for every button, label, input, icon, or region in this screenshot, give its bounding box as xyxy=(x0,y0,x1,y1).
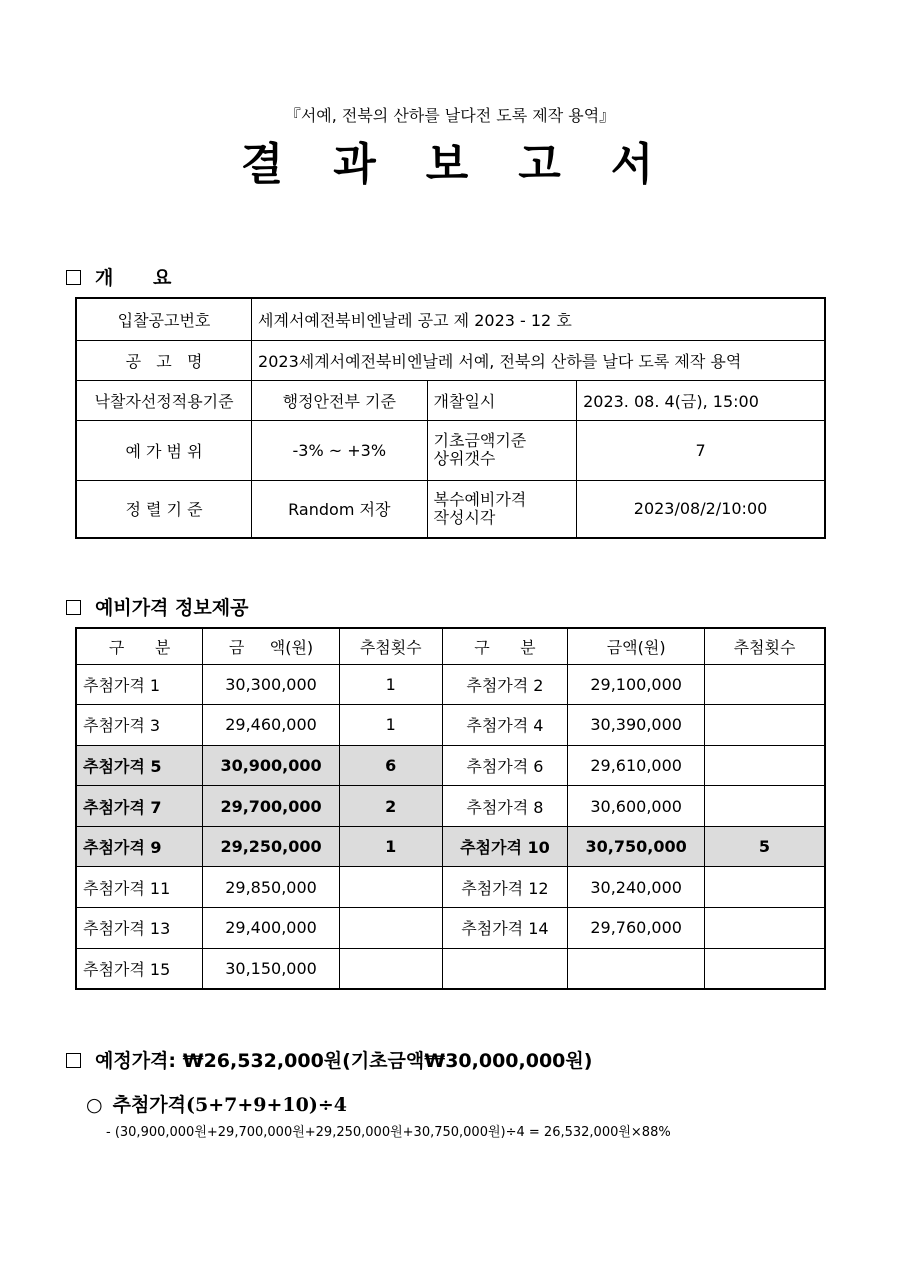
price-name-cell: 추첨가격 10 xyxy=(442,826,568,867)
col-header: 구 분 xyxy=(442,628,568,664)
price-name-cell: 추첨가격 2 xyxy=(442,664,568,705)
table-row xyxy=(76,948,825,989)
estimate-heading-label: 예정가격: ₩26,532,000원(기초금액₩30,000,000원) xyxy=(95,1050,593,1072)
draw-count-cell xyxy=(339,948,442,989)
table-row xyxy=(76,298,825,340)
table-row xyxy=(76,705,825,746)
checkbox-square-icon xyxy=(66,1053,81,1068)
draw-count-cell xyxy=(705,664,826,705)
section-heading-label: 개 요 xyxy=(95,267,172,289)
draw-count-cell: 2 xyxy=(339,786,442,827)
draw-count-cell: 6 xyxy=(339,745,442,786)
draw-count-cell xyxy=(705,705,826,746)
price-name-cell: 추첨가격 13 xyxy=(76,908,203,949)
table-header-row xyxy=(76,628,825,664)
multi-price-label xyxy=(427,480,577,538)
base-top-label xyxy=(427,420,577,480)
document-title xyxy=(0,128,900,192)
price-amount-cell: 29,700,000 xyxy=(203,786,340,827)
section-heading-estimate xyxy=(66,1046,592,1073)
multi-price-label-line1: 복수예비가격 xyxy=(433,489,527,509)
estimate-subheading xyxy=(86,1090,347,1117)
price-name-cell: 추첨가격 11 xyxy=(76,867,203,908)
price-name-cell: 추첨가격 8 xyxy=(442,786,568,827)
table-row xyxy=(76,867,825,908)
checkbox-square-icon xyxy=(66,600,81,615)
estimate-subheading-label: 추첨가격(5+7+9+10)÷4 xyxy=(112,1094,347,1116)
col-header: 추첨횟수 xyxy=(339,628,442,664)
table-row xyxy=(76,664,825,705)
criteria-label: 낙찰자선정적용기준 xyxy=(76,380,252,420)
section-heading-overview xyxy=(66,263,171,290)
table-row xyxy=(76,380,825,420)
notice-name-label: 공 고 명 xyxy=(76,340,252,380)
section-heading-label: 예비가격 정보제공 xyxy=(95,597,249,619)
title-char: 과 xyxy=(333,139,382,190)
price-name-cell: 추첨가격 14 xyxy=(442,908,568,949)
price-name-cell: 추첨가격 1 xyxy=(76,664,203,705)
price-amount-cell: 30,300,000 xyxy=(203,664,340,705)
price-name-cell: 추첨가격 6 xyxy=(442,745,568,786)
opening-label: 개찰일시 xyxy=(427,380,577,420)
draw-count-cell xyxy=(339,867,442,908)
price-amount-cell: 30,600,000 xyxy=(568,786,705,827)
draw-count-cell: 1 xyxy=(339,705,442,746)
table-row xyxy=(76,908,825,949)
draw-count-cell xyxy=(705,786,826,827)
title-char: 결 xyxy=(240,139,290,190)
title-char: 서 xyxy=(610,139,660,190)
price-amount-cell: 29,850,000 xyxy=(203,867,340,908)
col-header: 구 분 xyxy=(76,628,203,664)
opening-value: 2023. 08. 4(금), 15:00 xyxy=(577,380,825,420)
price-amount-cell xyxy=(568,948,705,989)
draw-count-cell xyxy=(705,745,826,786)
table-row xyxy=(76,826,825,867)
table-row xyxy=(76,420,825,480)
price-name-cell: 추첨가격 3 xyxy=(76,705,203,746)
criteria-value: 행정안전부 기준 xyxy=(252,380,428,420)
price-amount-cell: 30,900,000 xyxy=(203,745,340,786)
table-row xyxy=(76,340,825,380)
notice-no-label: 입찰공고번호 xyxy=(76,298,252,340)
title-char: 고 xyxy=(518,139,567,190)
price-name-cell: 추첨가격 15 xyxy=(76,948,203,989)
notice-name-value: 2023세계서예전북비엔날레 서예, 전북의 산하를 날다 도록 제작 용역 xyxy=(252,340,825,380)
draw-count-cell xyxy=(705,867,826,908)
base-top-value: 7 xyxy=(577,420,825,480)
price-amount-cell: 29,760,000 xyxy=(568,908,705,949)
sort-value: Random 저장 xyxy=(252,480,428,538)
table-row xyxy=(76,745,825,786)
sort-label: 정 렬 기 준 xyxy=(76,480,252,538)
price-amount-cell: 29,400,000 xyxy=(203,908,340,949)
draw-count-cell xyxy=(705,948,826,989)
notice-no-value: 세계서예전북비엔날레 공고 제 2023 - 12 호 xyxy=(252,298,825,340)
multi-price-value: 2023/08/2/10:00 xyxy=(577,480,825,538)
table-row xyxy=(76,786,825,827)
base-top-label-line1: 기초금액기준 xyxy=(433,431,527,450)
range-label: 예 가 범 위 xyxy=(76,420,252,480)
draw-count-cell: 1 xyxy=(339,664,442,705)
prelim-price-table xyxy=(75,627,826,990)
price-name-cell xyxy=(442,948,568,989)
price-name-cell: 추첨가격 12 xyxy=(442,867,568,908)
price-amount-cell: 30,240,000 xyxy=(568,867,705,908)
section-heading-prelim xyxy=(66,593,248,620)
range-value: -3% ~ +3% xyxy=(252,420,428,480)
price-amount-cell: 30,390,000 xyxy=(568,705,705,746)
price-name-cell: 추첨가격 9 xyxy=(76,826,203,867)
checkbox-square-icon xyxy=(66,270,81,285)
col-header: 금액(원) xyxy=(568,628,705,664)
price-amount-cell: 29,460,000 xyxy=(203,705,340,746)
overview-table xyxy=(75,297,826,539)
col-header: 금 액(원) xyxy=(203,628,340,664)
table-row xyxy=(76,480,825,538)
price-amount-cell: 29,610,000 xyxy=(568,745,705,786)
col-header: 추첨횟수 xyxy=(705,628,826,664)
draw-count-cell: 5 xyxy=(705,826,826,867)
document-subtitle: 『서예, 전북의 산하를 날다전 도록 제작 용역』 xyxy=(284,106,616,125)
price-name-cell: 추첨가격 4 xyxy=(442,705,568,746)
title-char: 보 xyxy=(425,139,475,190)
price-amount-cell: 30,150,000 xyxy=(203,948,340,989)
price-amount-cell: 29,100,000 xyxy=(568,664,705,705)
draw-count-cell xyxy=(705,908,826,949)
draw-count-cell: 1 xyxy=(339,826,442,867)
price-name-cell: 추첨가격 5 xyxy=(76,745,203,786)
price-amount-cell: 30,750,000 xyxy=(568,826,705,867)
base-top-label-line2: 상위갯수 xyxy=(433,449,496,468)
estimate-formula: - (30,900,000원+29,700,000원+29,250,000원+30,750,000원)÷4 = 26,532,000원×88% xyxy=(106,1125,671,1140)
circle-bullet-icon: ○ xyxy=(86,1094,103,1116)
draw-count-cell xyxy=(339,908,442,949)
multi-price-label-line2: 작성시각 xyxy=(433,507,496,527)
price-amount-cell: 29,250,000 xyxy=(203,826,340,867)
price-name-cell: 추첨가격 7 xyxy=(76,786,203,827)
